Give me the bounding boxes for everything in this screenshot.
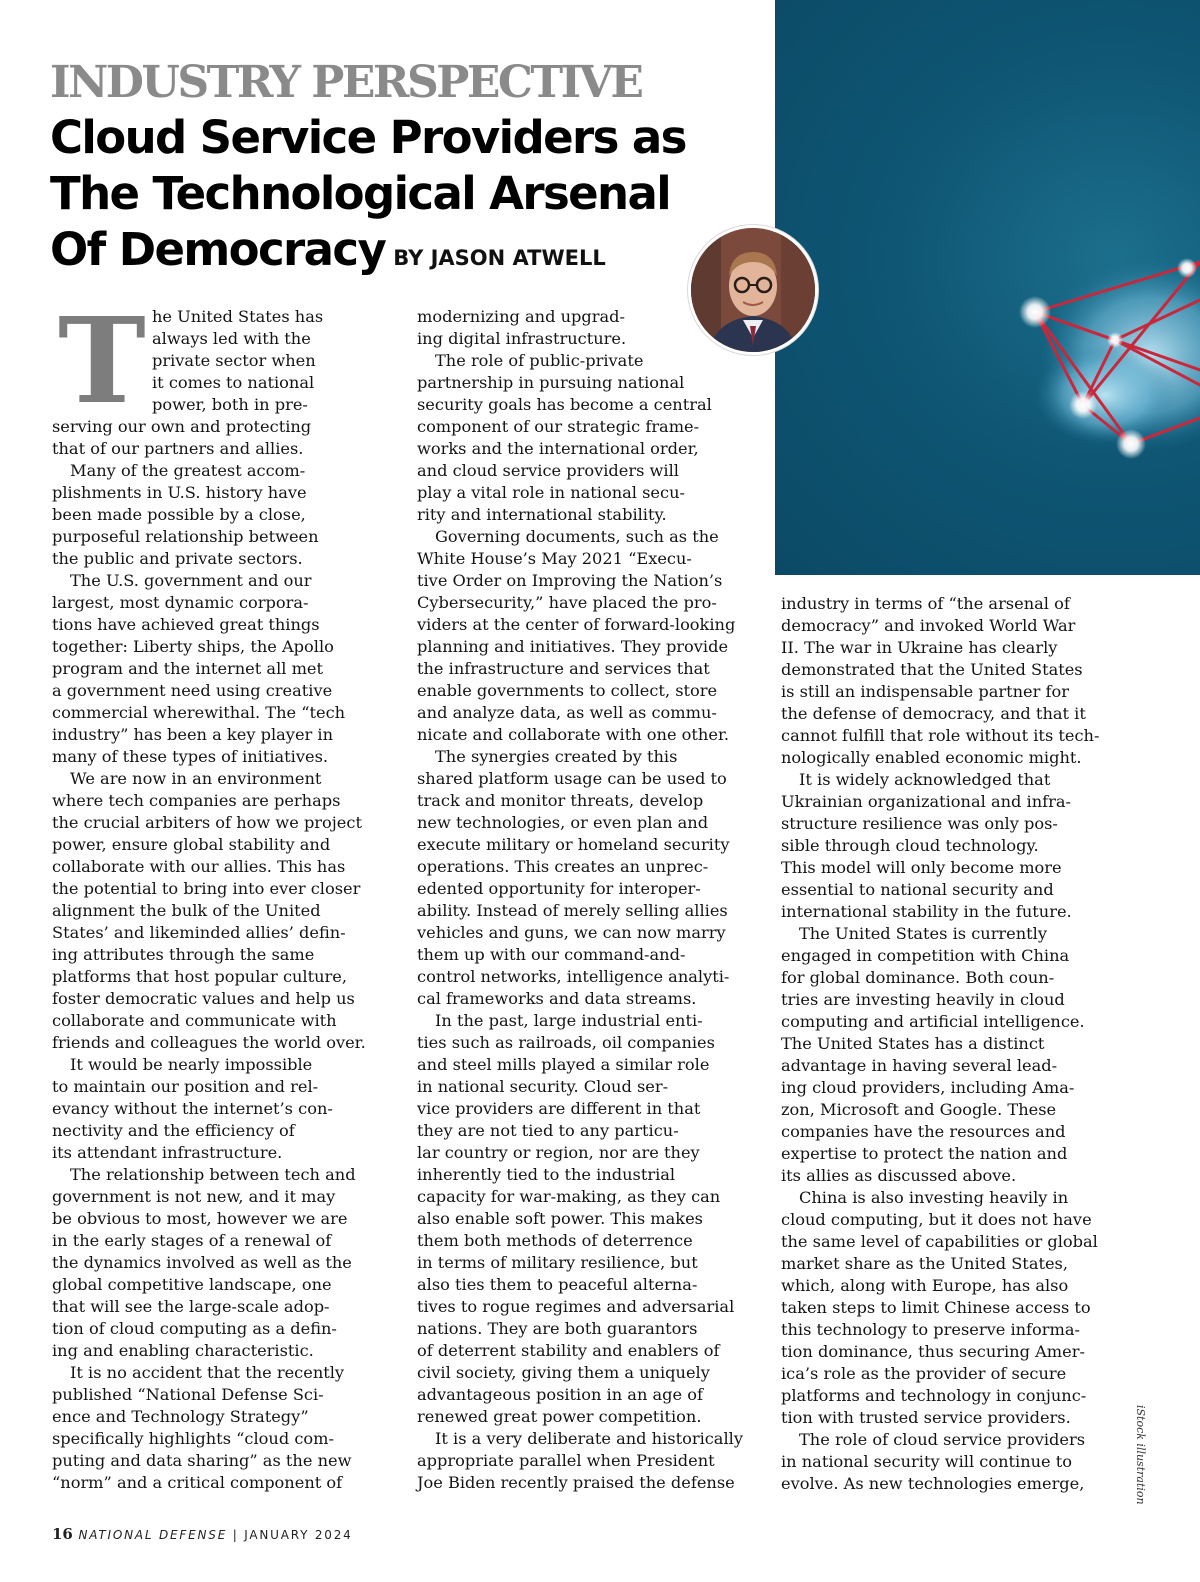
- magazine-name: NATIONAL DEFENSE: [78, 1528, 228, 1542]
- footer-separator: |: [232, 1528, 239, 1542]
- photo-credit: iStock illustration: [1134, 1405, 1147, 1505]
- cloud-network-illustration: [775, 0, 1200, 575]
- paragraph: he United States has always led with the private sector when it comes to national power, both in pre- serving our own and protecting that of our partners and allies.: [52, 307, 324, 458]
- headline-line-3: Of Democracy: [50, 223, 386, 276]
- paragraph: Governing documents, such as the White House’s May 2021 “Execu- tive Order on Improving the Nation’s Cybersecurity,” have placed the pro- viders at the center of forward-looking planning and initiatives. They provide the infrastructure and services that enable governments to collect, store and analyze data, as well as commu- nicate and collaborate with one other.: [417, 527, 736, 744]
- paragraph: Many of the greatest accom- plishments in U.S. history have been made possible by a close, purposeful relationship between the public and private sectors.: [52, 461, 319, 568]
- issue-date: JANUARY 2024: [244, 1528, 353, 1542]
- page-number: 16: [52, 1525, 73, 1543]
- drop-cap: T: [58, 291, 146, 430]
- paragraph: The United States is currently engaged in competition with China for global dominance. Both coun- tries are investing heavily in cloud computing and artificial intelligence. The United States has a distinct advantage in having several lead- ing cloud providers, including Ama- zon, Microsoft and Google. These companies have the resources and expertise to protect the nation and its allies as discussed above.: [781, 924, 1085, 1185]
- paragraph: The relationship between tech and government is not new, and it may be obvious to most, however we are in the early stages of a renewal of the dynamics involved as well as the global competitive landscape, one that will see the large-scale adop- tion of cloud computing as a defin- ing and enabling characteristic.: [52, 1165, 356, 1360]
- article-column-2: [417, 306, 762, 1494]
- paragraph: The role of cloud service providers in national security will continue to evolve. As new technologies emerge,: [781, 1430, 1086, 1493]
- section-kicker: INDUSTRY PERSPECTIVE: [50, 57, 642, 108]
- headline-line-2: The Technological Arsenal: [50, 167, 671, 220]
- paragraph: China is also investing heavily in cloud computing, but it does not have the same level of capabilities or global market share as the United States, which, along with Europe, has also taken steps to limit Chinese access to this technology to preserve informa- tion dominance, thus securing Amer- ica’s role as the provider of secure platforms and technology in conjunc- tion with trusted service providers.: [781, 1188, 1098, 1427]
- paragraph: In the past, large industrial enti- ties such as railroads, oil companies and steel mills played a similar role in national security. Cloud ser- vice providers are different in that they are not tied to any particu- lar country or region, nor are they inherently tied to the industrial capacity for war-making, as they can also enable soft power. This makes them both methods of deterrence in terms of military resilience, but also ties them to peaceful alterna- tives to rogue regimes and adversarial nations. They are both guarantors of deterrent stability and enablers of civil society, giving them a uniquely advantageous position in an age of renewed great power competition.: [417, 1011, 735, 1426]
- byline: BY JASON ATWELL: [393, 246, 606, 270]
- article-headline: [50, 110, 790, 286]
- paragraph: modernizing and upgrad- ing digital infrastructure.: [417, 307, 627, 348]
- article-column-3: [781, 593, 1121, 1495]
- paragraph: It is widely acknowledged that Ukrainian organizational and infra- structure resilience was only pos- sible through cloud technology. This model will only become more essential to national security and international stability in the future.: [781, 770, 1072, 921]
- paragraph: It would be nearly impossible to maintain our position and rel- evancy without the internet’s con- nectivity and the efficiency of its attendant infrastructure.: [52, 1055, 333, 1162]
- page-footer: [52, 1525, 353, 1543]
- paragraph: industry in terms of “the arsenal of democracy” and invoked World War II. The war in Ukraine has clearly demonstrated that the United States is still an indispensable partner for the defense of democracy, and that it cannot fulfill that role without its tech- nologically enabled economic might.: [781, 594, 1100, 767]
- paragraph: The role of public-private partnership in pursuing national security goals has become a central component of our strategic frame- works and the international order, and cloud service providers will play a vital role in national secu- rity and international stability.: [417, 351, 712, 524]
- paragraph: It is no accident that the recently published “National Defense Sci- ence and Technology Strategy” specifically highlights “cloud com- puting and data sharing” as the new “norm” and a critical component of: [52, 1363, 352, 1492]
- network-graphic: [775, 0, 1200, 575]
- article-column-1: [52, 291, 382, 1494]
- paragraph: It is a very deliberate and historically appropriate parallel when President Joe Biden recently praised the defense: [417, 1429, 743, 1492]
- headline-line-1: Cloud Service Providers as: [50, 111, 686, 164]
- paragraph: We are now in an environment where tech companies are perhaps the crucial arbiters of how we project power, ensure global stability and collaborate with our allies. This has the potential to bring into ever closer alignment the bulk of the United States’ and likeminded allies’ defin- ing attributes through the same platforms that host popular culture, foster democratic values and help us collaborate and communicate with friends and colleagues the world over.: [52, 769, 366, 1052]
- paragraph: The U.S. government and our largest, most dynamic corpora- tions have achieved great things together: Liberty ships, the Apollo program and the internet all met a government need using creative commercial wherewithal. The “tech industry” has been a key player in many of these types of initiatives.: [52, 571, 346, 766]
- paragraph: The synergies created by this shared platform usage can be used to track and monitor threats, develop new technologies, or even plan and execute military or homeland security operations. This creates an unprec- edented opportunity for interoper- ability. Instead of merely selling allies vehicles and guns, we can now marry them up with our command-and- control networks, intelligence analyti- cal frameworks and data streams.: [417, 747, 730, 1008]
